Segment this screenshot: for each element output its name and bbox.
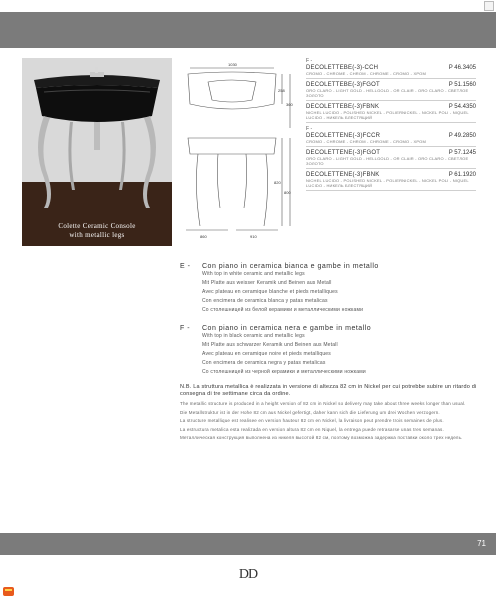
description-line: Avec plateau en ceramique noire et pieds metalliques [202,351,331,357]
description-line: Avec plateau en ceramique blanche et pieds metalliques [202,289,338,295]
spec-code: DECOLETTENE(-3)FCCR [306,133,381,139]
description-heading: Con piano in ceramica nera e gambe in metallo [202,325,372,332]
description-heading: Con piano in ceramica bianca e gambe in metallo [202,263,379,270]
console-illustration [22,58,172,246]
spec-price: P 61.1920 [448,172,476,178]
spec-price: P 51.1560 [448,82,476,88]
dim-leg-2: 800 [284,190,291,195]
dim-top: 1030 [228,62,237,67]
top-band [0,0,496,12]
dim-right-2: 360 [286,102,293,107]
spec-price: P 57.1245 [448,150,476,156]
spec-item [306,126,476,147]
description-line: Со столешницей из черной керамики и металлическими ножками [202,369,366,375]
spec-letter: F - [306,58,313,64]
description-letter: E - [180,263,191,270]
footer-bar [0,533,496,555]
product-photo [22,58,172,246]
caption-line-2: with metallic legs [69,231,125,239]
brand-logo-text: DD [238,567,258,581]
spec-letter: F - [306,126,313,132]
spec-item [306,150,476,169]
notes-section [180,384,480,444]
dim-leg-1: 820 [274,180,281,185]
dim-right-1: 258 [278,88,285,93]
app-launcher-icon[interactable] [2,585,15,598]
spec-price: P 54.4350 [448,104,476,110]
spec-price: P 49.2850 [448,133,476,139]
note-line: Die Metallstruktur ist in der Hohe 82 cm aus Nickel gefertigt, daher kann sich die Lieferung um drei Wochen verzogern. [180,409,440,415]
brand-logo [228,565,268,581]
description-block [180,325,480,377]
description-line: Con encimera de ceramica blanca y patas metalicas [202,298,328,304]
description-line: Mit Platte aus schwarzer Keramik und Beinen aus Metall [202,342,338,348]
technical-drawing [178,58,298,246]
window-corner-icon[interactable] [484,1,494,11]
description-line: Со столешницей из белой керамики и металлическими ножками [202,307,364,313]
dim-bottom-right: 910 [250,234,257,239]
spec-code: DECOLETTEBE(-3)FGOT [306,82,380,88]
note-main: N.B. La struttura metallica è realizzata in versione di altezza 82 cm in Nickel per cui potrebbe subire un ritardo di consegna di tre settimane circa da ordine. [180,384,477,397]
spec-finish: CROMO - CHROME - CHROM - CHROME - CROMO - ХРОМ [306,71,426,76]
spec-item [306,82,476,101]
caption-line-1: Colette Ceramic Console [58,222,136,230]
price-list [306,58,476,194]
header-strip [0,12,496,48]
spec-code: DECOLETTENE(-3)FGOT [306,150,381,156]
description-letter: F - [180,325,191,332]
description-line: Con encimera de ceramica negra y patas metalicas [202,360,326,366]
dim-bottom-left: 860 [200,234,207,239]
spec-finish: NICHEL LUCIDO - POLISHED NICKEL - POLIERNICKEL - NICKEL POLI - NIQUEL LUCIDO - НИКЕЛЬ БЛЕСТЯЩИЙ [306,110,469,120]
page-number: 71 [477,539,486,548]
spec-item [306,104,476,123]
spec-code: DECOLETTENE(-3)FBNK [306,172,380,178]
spec-code: DECOLETTEBE(-3)-CCH [306,65,379,71]
spec-finish: ORO CLARO - LIGHT GOLD - HELLGOLD - OR CLAIR - ORO CLARO - СВЕТЛОЕ ЗОЛОТО [306,156,469,166]
spec-price: P 46.3405 [448,65,476,71]
note-line: La structure metallique est realisee en version hauteur 82 cm en Nickel, la livraison peut prendre trois semaines de plus. [180,418,444,423]
note-line: The metallic structure is produced in a height version of 82 cm in Nickel so delivery may take about three weeks longer than usual. [180,401,466,406]
note-line: Металлическая конструкция выполнена из никеля высотой 82 см, поэтому возможна задержка поставки около трех недель. [180,435,463,440]
description-section [180,263,480,387]
description-line: With top in black ceramic and metallic legs [202,333,305,339]
description-line: Mit Platte aus weisser Keramik und Beinen aus Metall [202,280,332,286]
spec-item [306,58,476,79]
spec-finish: NICHEL LUCIDO - POLISHED NICKEL - POLIERNICKEL - NICKEL POLI - NIQUEL LUCIDO - НИКЕЛЬ БЛЕСТЯЩИЙ [306,178,469,188]
description-block [180,263,480,315]
dimension-drawing [178,58,298,246]
spec-code: DECOLETTEBE(-3)FBNK [306,104,380,110]
photo-caption [22,222,172,240]
spec-finish: ORO CLARO - LIGHT GOLD - HELLGOLD - OR CLAIR - ORO CLARO - СВЕТЛОЕ ЗОЛОТО [306,88,469,98]
spec-finish: CROMO - CHROME - CHROM - CHROME - CROMO - ХРОМ [306,139,426,144]
note-line: La estructura metalica esta realizada en version altura 82 cm en Niquel, la entrega puede retrasarse unas tres semanas. [180,426,444,432]
description-line: With top in white ceramic and metallic legs [202,271,305,277]
spec-item [306,172,476,191]
